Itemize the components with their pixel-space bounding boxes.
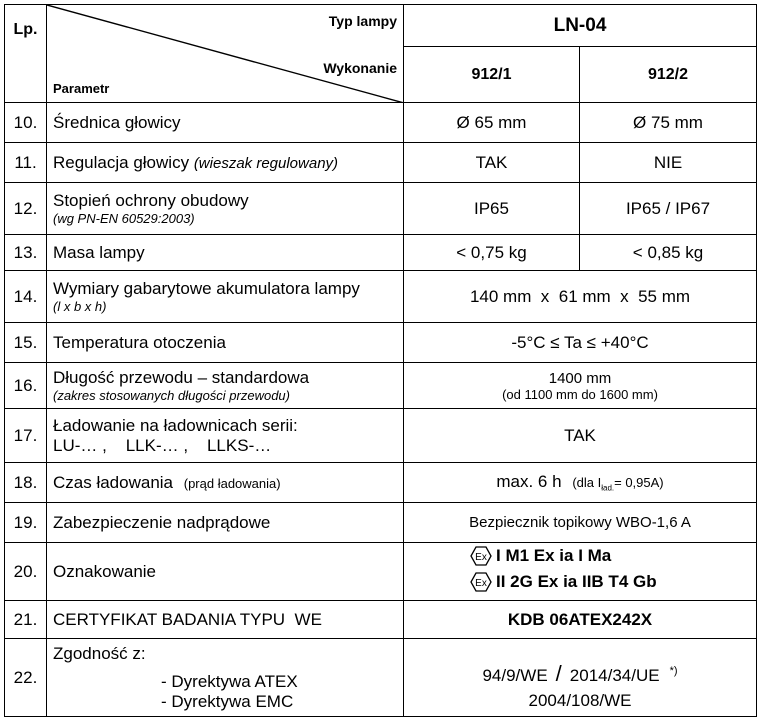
param-name: Temperatura otoczenia [47, 323, 404, 363]
table-row [5, 235, 757, 271]
table-row [5, 503, 757, 543]
directive-atex: - Dyrektywa ATEX [161, 671, 298, 691]
param-note: (prąd ładowania) [183, 475, 281, 491]
row-number: 10. [5, 103, 47, 143]
table-row [5, 463, 757, 503]
param-name: CERTYFIKAT BADANIA TYPU WE [47, 601, 404, 639]
value-912-1: IP65 [404, 183, 580, 235]
value-combined [404, 463, 757, 503]
ex-hexagon-icon [470, 572, 492, 592]
value-combined: 140 mm x 61 mm x 55 mm [404, 271, 757, 323]
typ-lampy-label: Typ lampy [328, 13, 397, 29]
param-cell [47, 639, 404, 717]
value-combined: TAK [404, 409, 757, 463]
param-cell [47, 271, 404, 323]
value-combined: -5°C ≤ Ta ≤ +40°C [404, 323, 757, 363]
value-912-1: Ø 65 mm [404, 103, 580, 143]
row-number: 15. [5, 323, 47, 363]
table-row [5, 363, 757, 409]
marking-line: Ex I M1 Ex ia I Ma [470, 546, 756, 572]
table-row [5, 409, 757, 463]
param-note: (zakres stosowanych długości przewodu) [53, 388, 290, 403]
param-note: (wieszak regulowany) [193, 154, 339, 172]
directive-emc: - Dyrektywa EMC [161, 691, 294, 711]
table-row [5, 271, 757, 323]
diagonal-header-cell [47, 5, 404, 103]
row-number: 20. [5, 543, 47, 601]
table-row [5, 323, 757, 363]
param-note: (wg PN-EN 60529:2003) [53, 211, 195, 226]
marking-cell [404, 543, 757, 601]
param-cell [47, 463, 404, 503]
row-number: 14. [5, 271, 47, 323]
row-number: 22. [5, 639, 47, 717]
row-number: 11. [5, 143, 47, 183]
table-row [5, 601, 757, 639]
value-912-2: IP65 / IP67 [580, 183, 757, 235]
svg-text:Ex: Ex [475, 552, 487, 564]
spec-table [4, 4, 757, 717]
table-row [5, 143, 757, 183]
value-note: (od 1100 mm do 1600 mm) [502, 386, 658, 402]
value-main: 1400 mm [548, 369, 612, 387]
param-cell [47, 143, 404, 183]
param-series: LU-… , LLK-… , LLKS-… [53, 435, 272, 455]
row-number: 18. [5, 463, 47, 503]
param-name: Zgodność z: [53, 643, 146, 663]
value-912-2: NIE [580, 143, 757, 183]
param-name: Masa lampy [47, 235, 404, 271]
table-row [5, 103, 757, 143]
param-note: (l x b x h) [53, 299, 107, 314]
param-name: Stopień ochrony obudowy [53, 191, 249, 210]
row-number: 17. [5, 409, 47, 463]
param-name: Zabezpieczenie nadprądowe [47, 503, 404, 543]
variant-1-header: 912/1 [404, 47, 580, 103]
param-cell [47, 363, 404, 409]
row-number: 16. [5, 363, 47, 409]
row-number: 12. [5, 183, 47, 235]
ex-hexagon-icon [470, 546, 492, 566]
atex-line: 94/9/WE / 2014/34/UE *) [482, 660, 678, 686]
param-name: Ładowanie na ładownicach serii: [53, 415, 298, 435]
param-cell [47, 409, 404, 463]
table-row [5, 639, 757, 717]
value-main: max. 6 h [496, 472, 562, 492]
param-name: Długość przewodu – standardowa [53, 368, 310, 387]
parametr-label: Parametr [53, 81, 110, 96]
certificate-value: KDB 06ATEX242X [404, 601, 757, 639]
table-row [5, 183, 757, 235]
param-name: Regulacja głowicy [53, 152, 190, 172]
emc-line: 2004/108/WE [528, 690, 632, 710]
param-name: Wymiary gabarytowe akumulatora lampy [53, 279, 360, 298]
svg-text:Ex: Ex [475, 578, 487, 590]
value-combined [404, 363, 757, 409]
row-number: 19. [5, 503, 47, 543]
value-912-2: Ø 75 mm [580, 103, 757, 143]
row-number: 13. [5, 235, 47, 271]
table-row [5, 543, 757, 601]
value-912-1: < 0,75 kg [404, 235, 580, 271]
row-number: 21. [5, 601, 47, 639]
marking-line: Ex II 2G Ex ia IIB T4 Gb [470, 572, 756, 598]
compliance-cell [404, 639, 757, 717]
param-name: Czas ładowania [53, 472, 174, 492]
value-912-2: < 0,85 kg [580, 235, 757, 271]
model-header: LN-04 [404, 5, 757, 47]
variant-2-header: 912/2 [580, 47, 757, 103]
value-note: (dla $I_{ład.}= 0,95A$) [572, 475, 664, 493]
param-name: Średnica głowicy [47, 103, 404, 143]
value-912-1: TAK [404, 143, 580, 183]
lp-header: Lp. [5, 5, 47, 103]
param-cell [47, 183, 404, 235]
wykonanie-label: Wykonanie [323, 60, 397, 76]
value-combined: Bezpiecznik topikowy WBO-1,6 A [404, 503, 757, 543]
param-name: Oznakowanie [47, 543, 404, 601]
